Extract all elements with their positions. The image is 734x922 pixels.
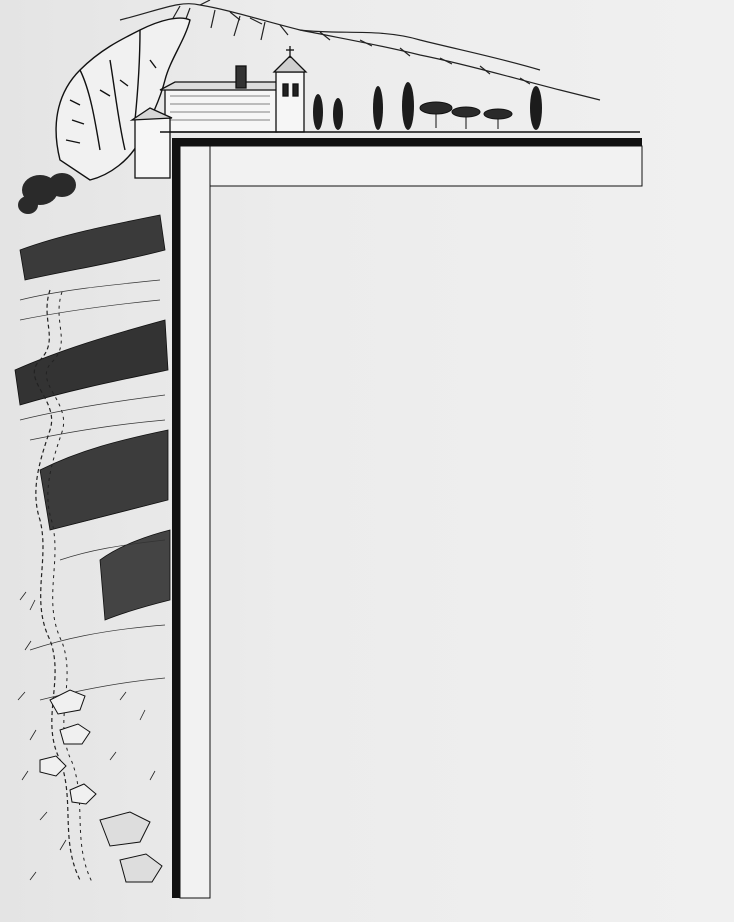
pine-trees (420, 102, 512, 129)
lower-rocks (40, 690, 162, 882)
cobblestone-border (172, 138, 642, 898)
hillside-strata (15, 215, 170, 620)
tree-cluster (18, 173, 76, 214)
